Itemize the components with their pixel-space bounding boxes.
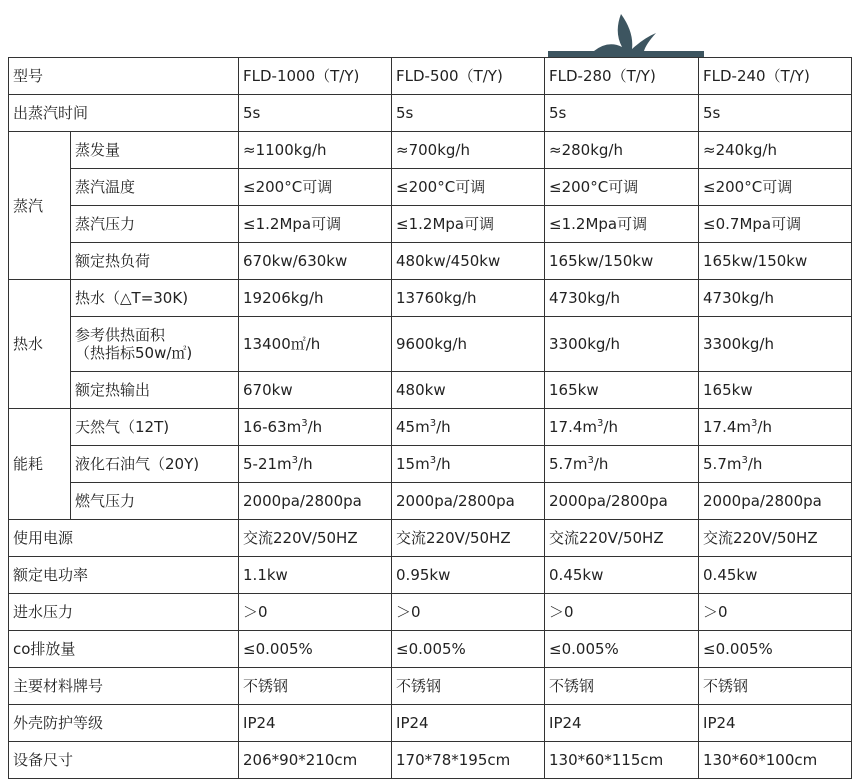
cell-value: 17.4m: [549, 418, 598, 436]
cell-sup: 3: [587, 455, 594, 466]
cell: ＞0: [239, 594, 392, 631]
table-row: [9, 243, 852, 280]
cell-unit: /h: [436, 455, 451, 473]
cell: IP24: [239, 705, 392, 742]
cell: 13760kg/h: [392, 280, 545, 317]
row-label-line2: （热指标50w/㎡): [75, 344, 193, 362]
cell: 不锈钢: [699, 668, 852, 705]
row-label: 出蒸汽时间: [9, 95, 239, 132]
cell: ≤200°C可调: [392, 169, 545, 206]
table-row: [9, 132, 852, 169]
row-label: 主要材料牌号: [9, 668, 239, 705]
cell: 1.1kw: [239, 557, 392, 594]
cell-unit: /h: [603, 418, 618, 436]
cell: ≤200°C可调: [699, 169, 852, 206]
cell: ≤0.005%: [699, 631, 852, 668]
cell-value: 45m: [396, 418, 430, 436]
row-label: 外壳防护等级: [9, 705, 239, 742]
cell-value: 17.4m: [703, 418, 752, 436]
cell: [545, 409, 699, 446]
cell: 670kw: [239, 372, 392, 409]
cell: 13400㎡/h: [239, 317, 392, 372]
cell: 130*60*100cm: [699, 742, 852, 779]
cell: [239, 409, 392, 446]
cell: 165kw: [545, 372, 699, 409]
cell: 交流220V/50HZ: [392, 520, 545, 557]
table-row: [9, 557, 852, 594]
table-row: [9, 169, 852, 206]
row-label: 燃气压力: [71, 483, 239, 520]
table-row: [9, 446, 852, 483]
cell: ≤200°C可调: [545, 169, 699, 206]
cell: 170*78*195cm: [392, 742, 545, 779]
cell: IP24: [545, 705, 699, 742]
cell-value: 15m: [396, 455, 430, 473]
model-fld-240: FLD-240（T/Y): [699, 58, 852, 95]
cell-sup: 3: [597, 418, 604, 429]
cell: 不锈钢: [239, 668, 392, 705]
cell: 交流220V/50HZ: [239, 520, 392, 557]
table-row: [9, 668, 852, 705]
group-label-steam: 蒸汽: [9, 132, 71, 280]
cell: ≤1.2Mpa可调: [545, 206, 699, 243]
table-row: [9, 631, 852, 668]
model-fld-500: FLD-500（T/Y): [392, 58, 545, 95]
cell: ≈280kg/h: [545, 132, 699, 169]
cell: [392, 409, 545, 446]
table-row: [9, 409, 852, 446]
cell: 2000pa/2800pa: [239, 483, 392, 520]
row-label: 蒸发量: [71, 132, 239, 169]
cell-value: 16-63m: [243, 418, 302, 436]
cell: 5s: [699, 95, 852, 132]
table-row: [9, 520, 852, 557]
cell: ≤1.2Mpa可调: [392, 206, 545, 243]
table-row: [9, 280, 852, 317]
cell: ≤1.2Mpa可调: [239, 206, 392, 243]
cell: 165kw/150kw: [699, 243, 852, 280]
cell: 480kw: [392, 372, 545, 409]
group-label-hotwater: 热水: [9, 280, 71, 409]
cell: 9600kg/h: [392, 317, 545, 372]
cell: [392, 446, 545, 483]
cell-unit: /h: [307, 418, 323, 436]
row-label: 额定热输出: [71, 372, 239, 409]
table-row: [9, 206, 852, 243]
cell: 5s: [392, 95, 545, 132]
cell: 165kw: [699, 372, 852, 409]
cell: 5s: [239, 95, 392, 132]
row-label: 蒸汽压力: [71, 206, 239, 243]
cell: 3300kg/h: [545, 317, 699, 372]
cell: [699, 446, 852, 483]
row-label: 进水压力: [9, 594, 239, 631]
cell: ≈240kg/h: [699, 132, 852, 169]
table-row: [9, 705, 852, 742]
cell: 3300kg/h: [699, 317, 852, 372]
cell-unit: /h: [757, 418, 772, 436]
cell: 480kw/450kw: [392, 243, 545, 280]
cell-value: 5.7m: [549, 455, 588, 473]
cell-sup: 3: [301, 418, 308, 429]
cell: [699, 409, 852, 446]
table-row: [9, 317, 852, 372]
model-fld-280: FLD-280（T/Y): [545, 58, 699, 95]
row-label: 蒸汽温度: [71, 169, 239, 206]
table-row-model: [9, 58, 852, 95]
table-row-steam-time: [9, 95, 852, 132]
cell: 0.45kw: [699, 557, 852, 594]
cell: 交流220V/50HZ: [699, 520, 852, 557]
model-fld-1000: FLD-1000（T/Y): [239, 58, 392, 95]
cell: ≈1100kg/h: [239, 132, 392, 169]
cell: [239, 446, 392, 483]
cell: 670kw/630kw: [239, 243, 392, 280]
cell-unit: /h: [436, 418, 451, 436]
row-label: 额定电功率: [9, 557, 239, 594]
cell: 4730kg/h: [699, 280, 852, 317]
leaf-logo-icon: [548, 8, 704, 58]
cell: 2000pa/2800pa: [545, 483, 699, 520]
cell: ≤0.005%: [239, 631, 392, 668]
cell-unit: /h: [747, 455, 763, 473]
cell: 5s: [545, 95, 699, 132]
cell: ＞0: [392, 594, 545, 631]
row-label: 液化石油气（20Y): [71, 446, 239, 483]
cell-sup: 3: [751, 418, 758, 429]
cell: ＞0: [545, 594, 699, 631]
cell: ≤0.005%: [545, 631, 699, 668]
cell-value: 5-21m: [243, 455, 292, 473]
cell: IP24: [392, 705, 545, 742]
cell: 206*90*210cm: [239, 742, 392, 779]
row-label: 天然气（12T): [71, 409, 239, 446]
cell: ≤0.005%: [392, 631, 545, 668]
cell: 交流220V/50HZ: [545, 520, 699, 557]
cell: 2000pa/2800pa: [699, 483, 852, 520]
group-label-energy: 能耗: [9, 409, 71, 520]
cell-value: 5.7m: [703, 455, 742, 473]
row-label-line1: 参考供热面积: [75, 326, 166, 344]
cell: 4730kg/h: [545, 280, 699, 317]
cell: [545, 446, 699, 483]
cell-sup: 3: [429, 455, 437, 466]
cell: ≈700kg/h: [392, 132, 545, 169]
cell: 19206kg/h: [239, 280, 392, 317]
row-label: 使用电源: [9, 520, 239, 557]
spec-table: [8, 57, 852, 779]
cell-sup: 3: [429, 418, 437, 429]
row-label-heating-area: [71, 317, 239, 372]
cell: 不锈钢: [392, 668, 545, 705]
row-label: 额定热负荷: [71, 243, 239, 280]
cell-unit: /h: [298, 455, 313, 473]
cell: 不锈钢: [545, 668, 699, 705]
cell: ≤200°C可调: [239, 169, 392, 206]
cell: 0.95kw: [392, 557, 545, 594]
cell-unit: /h: [593, 455, 609, 473]
row-label-model: 型号: [9, 58, 239, 95]
cell: 130*60*115cm: [545, 742, 699, 779]
cell-sup: 3: [741, 455, 748, 466]
cell: ＞0: [699, 594, 852, 631]
cell: IP24: [699, 705, 852, 742]
cell: 165kw/150kw: [545, 243, 699, 280]
table-row: [9, 483, 852, 520]
table-row: [9, 594, 852, 631]
cell-sup: 3: [291, 455, 299, 466]
row-label: 热水（△T=30K): [71, 280, 239, 317]
cell: 2000pa/2800pa: [392, 483, 545, 520]
cell: ≤0.7Mpa可调: [699, 206, 852, 243]
table-row: [9, 742, 852, 779]
table-row: [9, 372, 852, 409]
cell: 0.45kw: [545, 557, 699, 594]
row-label: 设备尺寸: [9, 742, 239, 779]
row-label: co排放量: [9, 631, 239, 668]
